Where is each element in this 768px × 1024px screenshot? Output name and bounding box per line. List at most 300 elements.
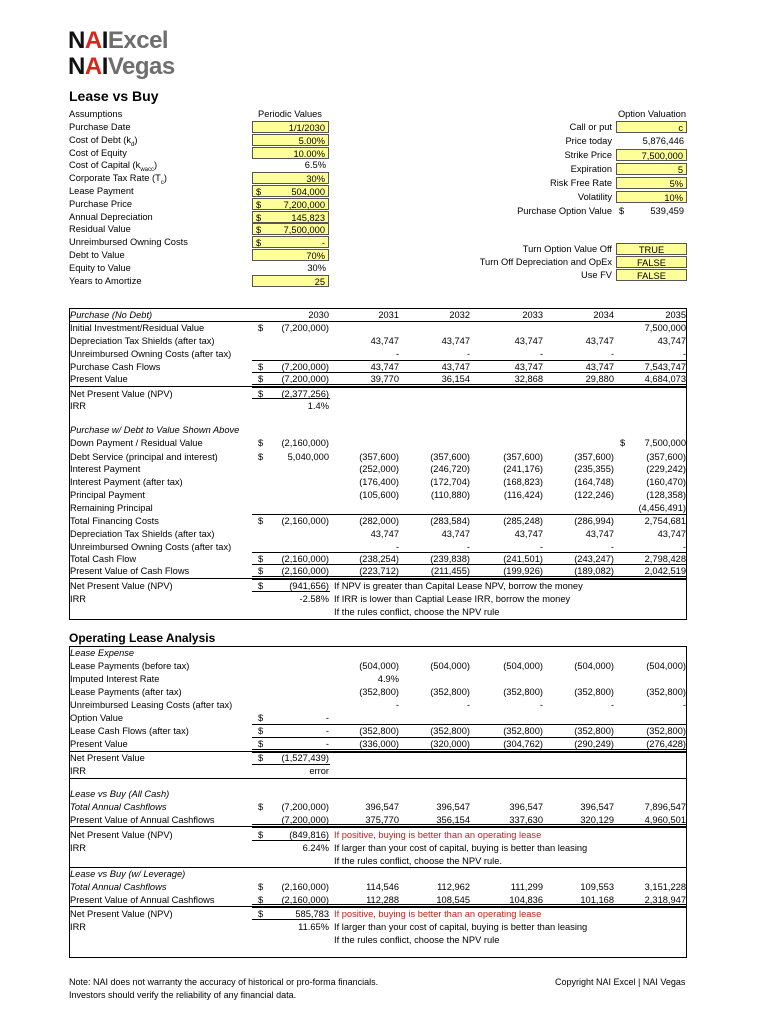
logo-excel-text: Excel [107,27,169,54]
assumption-label [69,185,134,197]
currency-symbol: $ [258,389,264,399]
row-value: (7,200,000) [281,323,329,333]
assumption-input-cell[interactable] [252,147,329,159]
assumption-input-cell[interactable] [252,134,329,146]
assumption-label-text: Unreimbursed Owning Costs [69,237,188,248]
row-value: (239,838) [430,554,470,564]
row-label: Total Financing Costs [70,516,159,526]
assumption-input-cell[interactable] [252,211,329,223]
logo-line-excel [68,28,175,54]
row-value: - [539,542,543,552]
logo-letter: N [68,53,85,80]
row-value: 43,747 [514,362,543,372]
row-value: 43,747 [370,529,399,539]
advice-note: If the rules conflict, choose the NPV rule. [334,856,502,866]
assumption-label-text: Debt to Value [69,250,125,260]
row-value: (285,248) [503,516,543,526]
row-value: - [325,713,329,723]
row-value: (122,246) [574,490,614,500]
subtitle-lease-expense: Lease Expense [70,648,135,658]
row-value: (1,527,439) [281,753,329,763]
row-value: - [395,700,399,710]
assumption-value: 10.00% [293,148,325,159]
subtotal-line [252,372,687,373]
assumption-label [69,198,132,210]
assumption-value: 30% [307,262,326,273]
logo-letter: I [101,53,108,80]
row-label: Depreciation Tax Shields (after tax) [70,529,215,539]
row-value: (849,816) [289,830,329,840]
advice-note: If larger than your cost of capital, buying is better than leasing [334,843,588,853]
npv-divider [69,826,687,827]
row-label: Interest Payment (after tax) [70,477,183,487]
row-value: 112,288 [366,895,399,905]
assumption-label-text: Residual Value [69,224,131,235]
row-value: (352,800) [430,726,470,736]
assumption-label-text: Cost of Equity [69,147,127,158]
option-value: 5% [669,179,683,189]
row-value: (320,000) [430,739,470,749]
subtotal-line [252,514,687,515]
npv-divider [69,386,687,387]
row-label: IRR [70,594,87,604]
assumption-input-cell[interactable] [252,172,329,184]
row-value: 396,547 [436,802,470,812]
subtotal-line [252,724,687,725]
row-label: Present Value of Annual Cashflows [70,895,215,905]
row-label: Lease Payments (before tax) [70,661,190,671]
option-input-cell[interactable] [616,177,687,189]
row-value: (504,000) [359,661,399,671]
row-value: 104,836 [509,895,543,905]
logo-vegas-text: Vegas [107,53,175,80]
assumption-input-cell[interactable] [252,121,329,133]
row-value: (2,160,000) [281,895,329,905]
subtotal-line [252,552,687,553]
row-value: (357,600) [430,452,470,462]
logo-letter: I [101,27,108,54]
assumption-label-end: ) [163,173,167,184]
row-label: Principal Payment [70,490,145,500]
row-value: - [539,700,543,710]
currency-symbol: $ [258,323,264,333]
currency-symbol: $ [258,895,264,905]
assumption-label-text: Equity to Value [69,262,131,273]
row-value: 43,747 [657,529,686,539]
row-value: (246,720) [430,464,470,474]
row-value: 43,747 [370,362,399,372]
npv-underline [252,840,330,841]
row-value: (223,712) [359,566,399,576]
row-value: (357,600) [503,452,543,462]
currency-symbol: $ [258,516,264,526]
logo-line-vegas [68,54,175,80]
row-value: 396,547 [580,802,614,812]
row-value: - [682,349,686,359]
row-label: Lease Payments (after tax) [70,687,182,697]
row-label: Initial Investment/Residual Value [70,323,205,333]
option-value: 5,876,446 [642,136,684,146]
row-label: Present Value of Annual Cashflows [70,815,215,825]
row-label: Unreimbursed Owning Costs (after tax) [70,349,232,359]
assumption-label [69,223,131,235]
assumption-value: 25 [314,276,325,287]
row-value: 396,547 [365,802,399,812]
currency-symbol: $ [258,830,264,840]
row-value: 112,962 [437,882,470,892]
row-value: (110,880) [430,490,470,500]
currency-symbol: $ [256,212,262,223]
row-value: (7,200,000) [281,374,329,384]
advice-note: If the rules conflict, choose the NPV rule [334,935,500,945]
option-label: Risk Free Rate [550,178,612,188]
row-label: Present Value [70,739,128,749]
row-value: - [682,700,686,710]
row-value: (2,160,000) [281,882,329,892]
row-value: (352,800) [646,687,686,697]
row-value: (229,242) [646,464,686,474]
section-title-purchase-with-debt: Purchase w/ Debt to Value Shown Above [70,425,240,435]
row-value: (2,377,256) [281,389,329,399]
row-value: - [395,542,399,552]
row-label: Total Annual Cashflows [70,802,167,812]
option-value-cell [616,205,687,217]
currency-symbol: $ [258,739,264,749]
npv-divider [69,578,687,579]
assumption-label-text: Years to Amortize [69,275,142,286]
row-value: 39,770 [370,374,399,384]
logo-letter: N [68,27,85,54]
assumption-label-subscript: c [160,180,164,187]
row-value: (176,400) [359,477,399,487]
assumption-label-text: Purchase Date [69,122,131,132]
option-value: 10% [664,193,683,203]
row-value: 43,747 [514,336,543,346]
logo-letter: A [84,27,102,54]
advice-note: If larger than your cost of capital, buying is better than leasing [334,922,588,932]
assumption-label-end: ) [153,160,158,171]
row-value: (241,176) [503,464,543,474]
row-value: (7,200,000) [281,802,329,812]
row-value: (304,762) [503,739,543,749]
logo-brand [68,53,108,80]
row-value: (282,000) [359,516,399,526]
option-value: c [678,123,683,133]
row-label: IRR [70,401,87,411]
currency-symbol: $ [258,554,264,564]
row-value: 2,042,519 [644,566,686,576]
npv-underline [252,591,330,592]
row-value: 43,747 [657,336,686,346]
row-value: - [325,726,329,736]
option-valuation-header: Option Valuation [617,109,686,119]
row-value: 36,154 [441,374,470,384]
row-value: (164,748) [574,477,614,487]
operating-lease-title: Operating Lease Analysis [69,631,216,645]
row-value: 43,747 [585,336,614,346]
row-value: (252,000) [359,464,399,474]
row-value: (199,926) [503,566,543,576]
row-value: 43,747 [441,529,470,539]
assumption-value: 504,000 [291,187,325,197]
year-header: 2032 [449,310,470,320]
currency-symbol: $ [258,452,264,462]
assumption-label [69,211,153,223]
currency-symbol: $ [258,882,264,892]
assumption-label-text: Cost of Debt (k [69,134,132,145]
assumption-input-cell[interactable] [252,198,329,210]
row-value: 43,747 [441,336,470,346]
row-value: (286,994) [574,516,614,526]
row-label: Net Present Value (NPV) [70,830,173,840]
row-value: (352,800) [503,687,543,697]
assumption-label-end: ) [134,134,138,145]
row-value: 320,129 [580,815,614,825]
row-value: (941,656) [289,581,329,591]
row-label: Depreciation Tax Shields (after tax) [70,336,215,346]
currency-symbol: $ [258,726,264,736]
row-value: 5,040,000 [287,452,329,462]
row-value: 43,747 [585,529,614,539]
assumption-value-cell [252,159,329,171]
option-input-cell[interactable] [616,121,687,133]
row-value: 2,318,947 [644,895,686,905]
row-value: (352,800) [574,726,614,736]
row-value: - [466,542,470,552]
assumption-input-cell[interactable] [252,249,329,261]
assumption-input-cell[interactable] [252,275,329,287]
row-value: (116,424) [503,490,543,500]
row-value: (352,800) [359,687,399,697]
logo-brand [68,27,108,54]
toggle-input-cell[interactable]: FALSE [616,256,687,268]
company-logo [68,28,175,80]
advice-note-red: If positive, buying is better than an operating lease [334,909,542,919]
row-value: 4,684,073 [644,374,686,384]
assumption-value: 1/1/2030 [288,123,325,133]
section-divider [69,778,687,779]
currency-symbol: $ [258,753,264,763]
subtotal-line [252,564,687,565]
advice-note: If the rules conflict, choose the NPV rule [334,607,500,617]
option-value: 7,500,000 [641,151,683,161]
row-value: (283,584) [430,516,470,526]
row-value: (504,000) [430,661,470,671]
currency-symbol: $ [256,187,262,197]
assumption-value: 30% [306,174,325,185]
option-label: Purchase Option Value [517,206,612,216]
assumption-label-text: Corporate Tax Rate (T [69,173,161,184]
npv-divider [69,751,687,752]
section-title-purchase-no-debt: Purchase (No Debt) [70,310,153,320]
row-value: - [395,349,399,359]
currency-symbol: $ [256,199,262,210]
toggle-input-cell[interactable]: TRUE [616,243,687,255]
assumption-input-cell[interactable] [252,236,329,248]
row-label: Present Value of Cash Flows [70,566,190,576]
section-title-lvb-cash: Lease vs Buy (All Cash) [70,789,170,799]
npv-divider [69,906,687,907]
row-value: 2,798,428 [644,554,686,564]
row-value: (4,456,491) [638,503,686,513]
row-value: 43,747 [370,336,399,346]
row-value: - [466,700,470,710]
row-label: Unreimbursed Owning Costs (after tax) [70,542,232,552]
row-value: (357,600) [646,452,686,462]
row-value: 7,896,547 [644,802,686,812]
row-value: 375,770 [365,815,399,825]
assumptions-header: Assumptions [69,109,123,119]
subtotal-line [252,360,687,361]
section-title-lvb-leverage: Lease vs Buy (w/ Leverage) [70,869,186,879]
advice-note: If NPV is greater than Capital Lease NPV, borrow the money [334,581,583,591]
row-value: - [610,349,614,359]
toggle-label: Use FV [581,269,612,280]
option-value-cell [616,135,687,147]
advice-note-red: If positive, buying is better than an operating lease [334,830,542,840]
row-value: 111,299 [510,882,543,892]
row-value: 7,543,747 [644,362,686,372]
row-value: (2,160,000) [281,516,329,526]
row-value: 101,168 [580,895,614,905]
row-value: - [610,700,614,710]
row-value: 4,960,501 [644,815,686,825]
year-header: 2030 [308,310,329,320]
row-label: Net Present Value (NPV) [70,389,173,399]
option-value: 5 [677,165,683,175]
currency-symbol: $ [619,206,625,216]
option-input-cell[interactable] [616,149,687,161]
assumption-input-cell[interactable] [252,185,329,197]
assumption-label-text: Purchase Price [69,198,133,209]
currency-symbol: $ [256,225,262,236]
row-value: 43,747 [441,362,470,372]
option-label: Price today [565,136,612,146]
toggle-label: Turn Option Value Off [522,244,612,254]
assumption-value: - [321,238,325,249]
row-value: 396,547 [509,802,543,812]
row-value: 32,868 [514,374,543,384]
row-label: Total Cash Flow [70,554,137,564]
year-header: 2033 [522,310,543,320]
currency-symbol: $ [258,909,264,919]
row-value: (504,000) [646,661,686,671]
footer-note-2: Investors should verify the reliability of any financial data. [69,990,297,1000]
row-label: Interest Payment [70,464,141,474]
row-value: (2,160,000) [281,438,329,448]
year-header: 2034 [593,310,614,320]
row-label: Total Annual Cashflows [70,882,167,892]
row-value: (128,358) [646,490,686,500]
option-value: 539,459 [650,206,684,216]
row-value: 7,500,000 [644,438,686,448]
option-input-cell[interactable] [616,191,687,203]
row-value: 43,747 [514,529,543,539]
row-value: (189,082) [574,566,614,576]
row-value: (238,254) [359,554,399,564]
assumption-value: 70% [306,251,325,261]
year-header: 2035 [665,310,686,320]
row-value: (160,470) [646,477,686,487]
row-value: (352,800) [503,726,543,736]
row-value: (168,823) [503,477,543,487]
row-value: (276,428) [646,739,686,749]
footer-copyright: Copyright NAI Excel | NAI Vegas [555,977,686,987]
row-label: IRR [70,922,87,932]
row-label: Debt Service (principal and interest) [70,452,218,462]
assumption-value: 7,500,000 [283,225,325,236]
row-value: error [309,766,329,776]
assumption-label [69,275,142,287]
currency-symbol: $ [258,374,264,384]
row-value: 337,630 [509,815,543,825]
row-value: 3,151,228 [644,882,686,892]
row-label: IRR [70,843,87,853]
row-value: (504,000) [574,661,614,671]
npv-underline [252,919,330,920]
row-label: Net Present Value (NPV) [70,909,173,919]
row-label: Net Present Value (NPV) [70,581,173,591]
currency-symbol: $ [258,713,264,723]
row-value: (2,160,000) [281,566,329,576]
assumption-value: 7,200,000 [283,199,325,210]
assumption-value: 6.5% [304,160,326,171]
row-label: Lease Cash Flows (after tax) [70,726,189,736]
year-header: 2031 [378,310,399,320]
option-label: Strike Price [564,150,612,160]
option-label: Call or put [569,122,612,132]
row-value: (243,247) [574,554,614,564]
toggle-input-cell[interactable]: FALSE [616,269,687,281]
assumption-label [69,147,127,159]
toggle-label: Turn Off Depreciation and OpEx [479,256,612,267]
row-label: Option Value [70,713,124,723]
row-value: 585,783 [295,909,329,919]
assumption-label [69,249,125,261]
assumption-label-subscript: wacc [140,167,154,174]
currency-symbol: $ [256,238,262,249]
row-value: -2.58% [299,594,329,604]
row-value: 4.9% [377,674,399,684]
assumption-label-text: Lease Payment [69,186,134,196]
row-label: Imputed Interest Rate [70,674,160,684]
row-value: (235,355) [574,464,614,474]
row-value: (7,200,000) [281,362,329,372]
row-value: 43,747 [585,362,614,372]
row-value: (504,000) [503,661,543,671]
option-input-cell[interactable] [616,163,687,175]
currency-symbol: $ [258,566,264,576]
row-value: (172,704) [430,477,470,487]
row-value: - [466,349,470,359]
row-value: (357,600) [574,452,614,462]
row-value: 109,553 [580,882,614,892]
row-label: Net Present Value [70,753,145,763]
row-label: Down Payment / Residual Value [70,438,203,448]
npv-underline [252,764,330,765]
assumption-label-text: Cost of Capital (k [69,160,141,171]
currency-symbol: $ [620,438,626,448]
assumption-label [69,236,188,248]
row-value: 6.24% [302,843,329,853]
row-value: (2,160,000) [281,554,329,564]
currency-symbol: $ [258,581,264,591]
page-title: Lease vs Buy [69,88,159,104]
assumption-input-cell[interactable] [252,223,329,235]
row-value: (357,600) [359,452,399,462]
row-value: (241,501) [503,554,543,564]
row-value: 11.65% [298,922,329,932]
